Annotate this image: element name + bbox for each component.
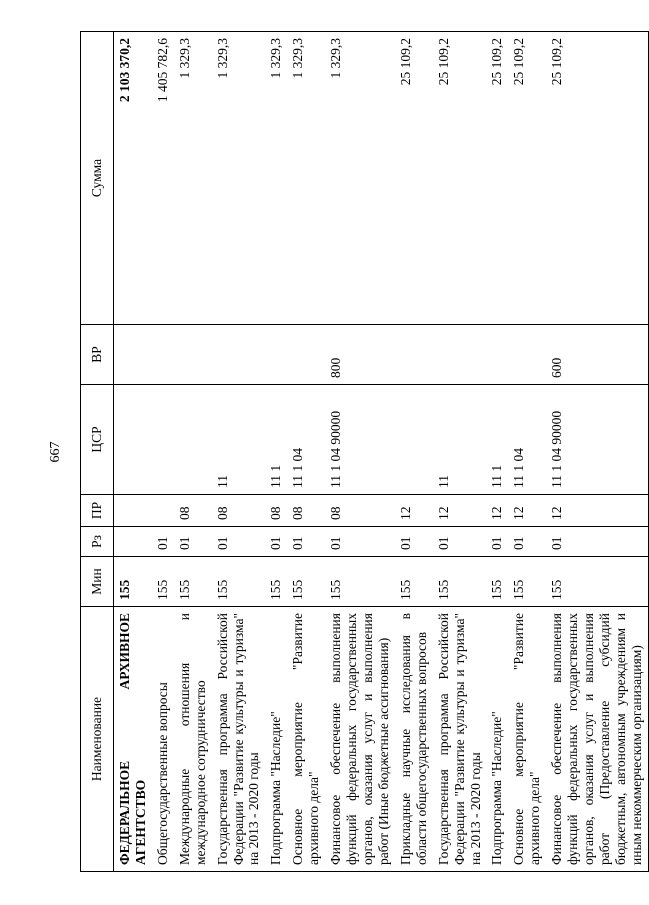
cell-min: 155 [486, 557, 508, 607]
cell-vr [395, 325, 433, 385]
table-row [287, 32, 325, 872]
cell-min: 155 [152, 557, 174, 607]
cell-min: 155 [265, 557, 287, 607]
cell-sum: 25 109,2 [433, 32, 487, 325]
cell-min: 155 [395, 557, 433, 607]
cell-name: Подпрограмма "Наследие" [486, 607, 508, 872]
header-rz: Рз [81, 527, 114, 557]
cell-vr: 600 [546, 325, 648, 385]
cell-sum: 2 103 370,2 [114, 32, 152, 325]
table-row [114, 32, 152, 872]
header-pr: ПР [81, 495, 114, 527]
cell-rz: 01 [174, 527, 212, 557]
cell-csr: 11 1 04 90000 [546, 385, 648, 495]
cell-csr [174, 385, 212, 495]
cell-sum: 25 109,2 [395, 32, 433, 325]
table-row [265, 32, 287, 872]
cell-csr: 11 1 [265, 385, 287, 495]
cell-sum: 1 329,3 [287, 32, 325, 325]
cell-csr [114, 385, 152, 495]
cell-rz: 01 [287, 527, 325, 557]
cell-pr: 08 [212, 495, 266, 527]
cell-csr [152, 385, 174, 495]
header-sum: Сумма [81, 32, 114, 325]
cell-name: Государственная программа Российской Федерации "Развитие культуры и туризма" на 2013 - 2020 годы [212, 607, 266, 872]
cell-vr [287, 325, 325, 385]
cell-vr [508, 325, 546, 385]
cell-rz: 01 [486, 527, 508, 557]
cell-name: ФЕДЕРАЛЬНОЕ АРХИВНОЕ АГЕНТСТВО [114, 607, 152, 872]
cell-csr: 11 [212, 385, 266, 495]
cell-rz: 01 [325, 527, 395, 557]
table-row [174, 32, 212, 872]
table-row [395, 32, 433, 872]
cell-sum: 1 329,3 [265, 32, 287, 325]
header-csr: ЦСР [81, 385, 114, 495]
cell-min: 155 [287, 557, 325, 607]
cell-csr: 11 1 [486, 385, 508, 495]
cell-min: 155 [212, 557, 266, 607]
cell-name: Финансовое обеспечение выполнения функций федеральных государственных органов, оказания услуг и выполнения работ (Иные бюджетные ассигнования) [325, 607, 395, 872]
cell-min: 155 [114, 557, 152, 607]
cell-vr [486, 325, 508, 385]
budget-table [80, 31, 649, 872]
cell-vr [433, 325, 487, 385]
cell-vr [265, 325, 287, 385]
cell-name: Прикладные научные исследования в области общегосударственных вопросов [395, 607, 433, 872]
table-header-row [81, 32, 114, 872]
cell-name: Подпрограмма "Наследие" [265, 607, 287, 872]
cell-sum: 1 329,3 [212, 32, 266, 325]
cell-vr: 800 [325, 325, 395, 385]
cell-rz [114, 527, 152, 557]
page-number [44, 0, 68, 905]
cell-min: 155 [174, 557, 212, 607]
cell-pr: 08 [287, 495, 325, 527]
cell-pr: 12 [508, 495, 546, 527]
cell-rz: 01 [433, 527, 487, 557]
header-min: Мин [81, 557, 114, 607]
cell-name: Основное мероприятие "Развитие архивного дела" [508, 607, 546, 872]
cell-rz: 01 [212, 527, 266, 557]
cell-pr: 08 [174, 495, 212, 527]
header-name: Наименование [81, 607, 114, 872]
cell-sum: 25 109,2 [508, 32, 546, 325]
cell-rz: 01 [546, 527, 648, 557]
cell-min: 155 [325, 557, 395, 607]
cell-sum: 1 329,3 [325, 32, 395, 325]
cell-rz: 01 [265, 527, 287, 557]
cell-rz: 01 [152, 527, 174, 557]
cell-pr: 12 [433, 495, 487, 527]
cell-csr: 11 1 04 90000 [325, 385, 395, 495]
cell-min: 155 [546, 557, 648, 607]
rotated-table-container [80, 32, 644, 872]
cell-min: 155 [508, 557, 546, 607]
cell-sum: 1 329,3 [174, 32, 212, 325]
cell-csr: 11 [433, 385, 487, 495]
cell-pr [152, 495, 174, 527]
cell-name: Финансовое обеспечение выполнения функций федеральных государственных органов, оказания услуг и выполнения работ (Предоставление субсидий бюджетным, автономным учреждениям и иным некоммерческим организациям) [546, 607, 648, 872]
cell-pr [114, 495, 152, 527]
table-row [325, 32, 395, 872]
cell-pr: 12 [486, 495, 508, 527]
cell-rz: 01 [395, 527, 433, 557]
cell-name: Международные отношения и международное сотрудничество [174, 607, 212, 872]
table-row [212, 32, 266, 872]
cell-pr: 12 [546, 495, 648, 527]
table-row [152, 32, 174, 872]
table-row [508, 32, 546, 872]
cell-name: Общегосударственные вопросы [152, 607, 174, 872]
table-row [433, 32, 487, 872]
header-vr: ВР [81, 325, 114, 385]
cell-name: Государственная программа Российской Федерации "Развитие культуры и туризма" на 2013 - 2020 годы [433, 607, 487, 872]
cell-sum: 25 109,2 [486, 32, 508, 325]
page-number-text: 667 [48, 441, 63, 463]
cell-rz: 01 [508, 527, 546, 557]
cell-pr: 08 [325, 495, 395, 527]
cell-pr: 12 [395, 495, 433, 527]
cell-pr: 08 [265, 495, 287, 527]
cell-sum: 25 109,2 [546, 32, 648, 325]
cell-vr [152, 325, 174, 385]
cell-sum: 1 405 782,6 [152, 32, 174, 325]
cell-vr [114, 325, 152, 385]
table-row [546, 32, 648, 872]
table-row [486, 32, 508, 872]
cell-min: 155 [433, 557, 487, 607]
cell-vr [174, 325, 212, 385]
cell-csr [395, 385, 433, 495]
cell-name: Основное мероприятие "Развитие архивного дела" [287, 607, 325, 872]
cell-csr: 11 1 04 [287, 385, 325, 495]
cell-csr: 11 1 04 [508, 385, 546, 495]
cell-vr [212, 325, 266, 385]
